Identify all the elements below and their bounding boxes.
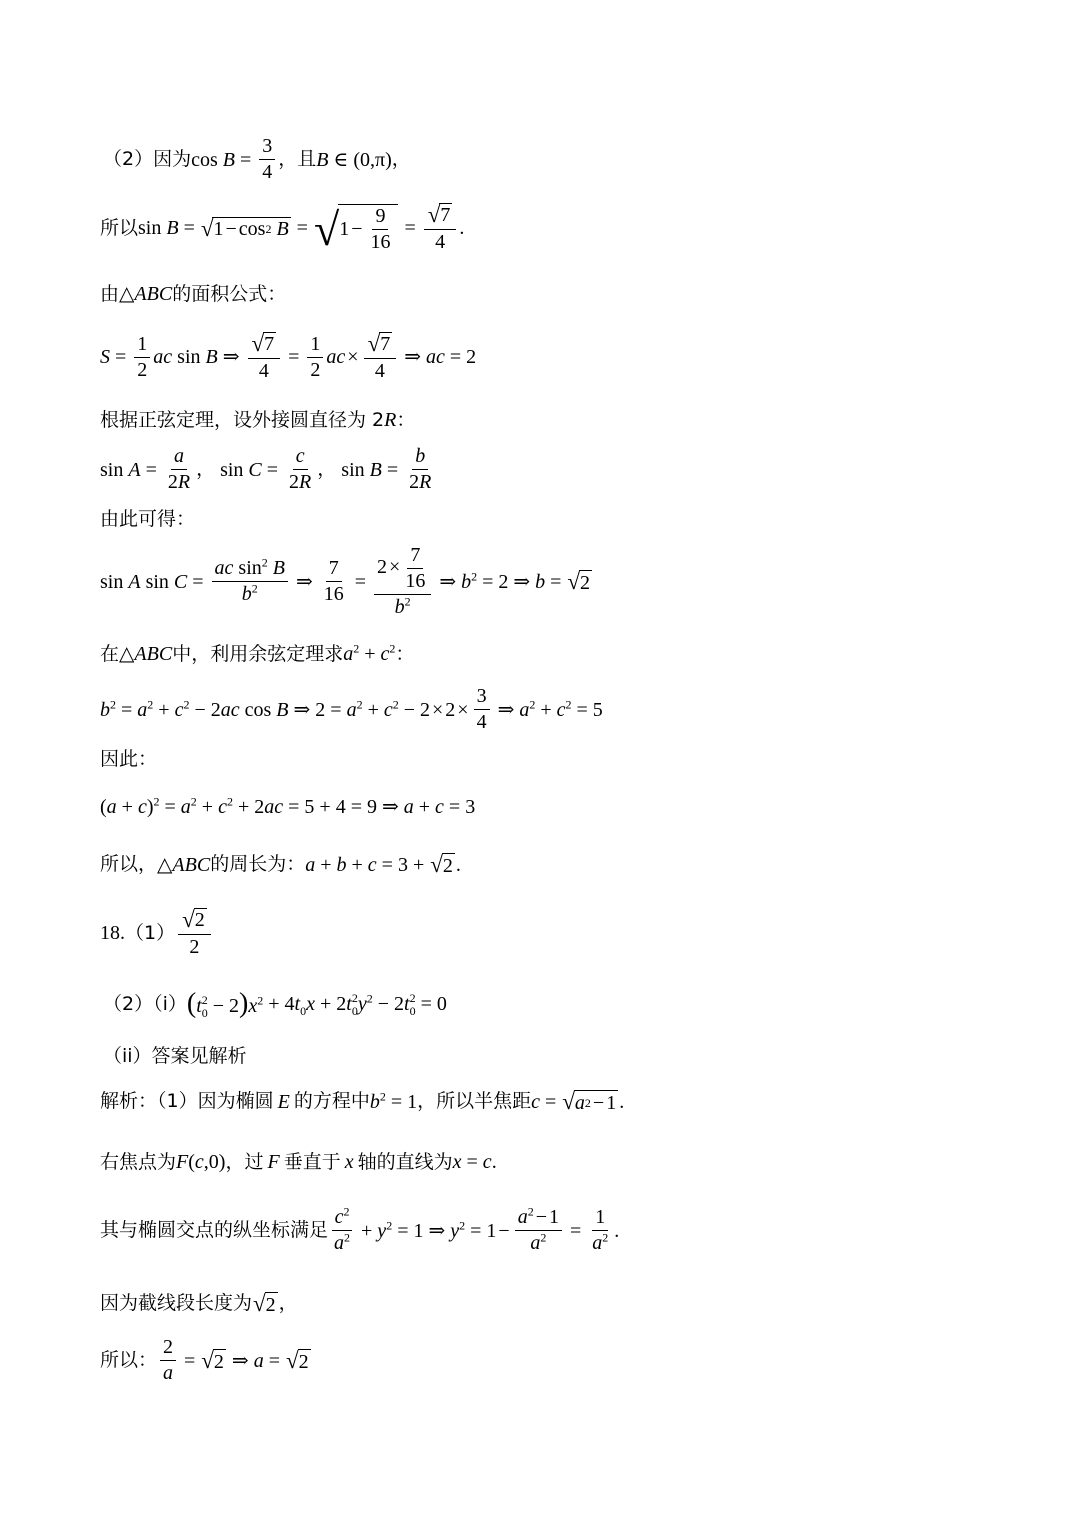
line-8: sin A sin C = $\frac{ac \sin^2 B}{b^2}$ ⇒ $\frac{7}{16}$ = 2 × $\frac{7}{16}$ $b^2$ ⇒ $b^2$ = 2 ⇒ b = √ 2 xyxy=(100,544,591,618)
text: ： xyxy=(395,642,415,665)
question-number: 18. xyxy=(100,922,125,944)
text: （1） xyxy=(125,921,176,944)
line-20: 因为截线段长度为 √ 2 ， xyxy=(100,1291,298,1316)
text: 的方程中 xyxy=(293,1090,370,1112)
text: 所以： xyxy=(100,1349,158,1371)
text: . xyxy=(619,1090,625,1113)
line-16 xyxy=(103,1047,247,1066)
text: 根据正弦定理，设外接圆直径为 2 xyxy=(100,408,385,431)
line-17: 解析：（1）因为椭圆 E 的方程中 $b^2$ = 1 ，所以半焦距 c = √ a 2 − 1 . xyxy=(100,1088,625,1114)
text: . xyxy=(614,1219,620,1242)
triangle-symbol: △ xyxy=(119,283,135,305)
line-15: （2）（i） $(t_0^2 - 2)x^2$ + $4t_0x$ + $2t_0^2y^2$ − $2t_0^2$ = 0 xyxy=(103,988,447,1020)
text: ，所以半焦距 xyxy=(417,1090,532,1112)
text: 由此可得： xyxy=(100,508,196,530)
sqrt: √ 1 − cos 2 B xyxy=(200,215,289,241)
text: ， xyxy=(278,1292,298,1314)
line-12: $(a + c)^2$ = $a^2$ + $c^2$ + 2ac = 5 + 4 = 9 ⇒ a + c = 3 xyxy=(100,794,476,818)
text: ABC xyxy=(134,283,173,305)
line-1: （2）因为 cos B = $\frac{3}{4}$ ，且 B ∈ (0,π) ， xyxy=(103,135,411,183)
text: 所以 xyxy=(100,216,139,239)
line-14: 18. （1） √ 2 2 xyxy=(100,908,214,958)
triangle-symbol: △ xyxy=(119,643,135,665)
text: ，且 xyxy=(278,148,317,170)
text: 中，利用余弦定理求 xyxy=(172,642,344,665)
text: 解析：（1）因为椭圆 xyxy=(100,1090,274,1112)
text: （ii）答案见解析 xyxy=(103,1045,247,1067)
fraction: √ 7 4 xyxy=(424,203,457,253)
text: ： xyxy=(396,408,416,431)
line-3 xyxy=(100,284,286,304)
text: F xyxy=(267,1151,280,1173)
sqrt: √ 1 − $\frac{9}{16}$ xyxy=(314,204,399,253)
text: 因此： xyxy=(100,748,158,770)
text: 的周长为： xyxy=(210,853,306,875)
text: （2）因为 xyxy=(103,148,192,170)
line-13: 所以， △ ABC 的周长为： a + b + c = 3 + √ 2 . xyxy=(100,852,461,877)
text: x xyxy=(344,1151,354,1173)
line-19: 其与椭圆交点的纵坐标满足 $\frac{c^2}{a^2}$ + $y^2$ = 1 ⇒ $y^2$ = 1 − $\frac{a^2 - 1}{a^2}$ = $\frac{1}{a^2}$ . xyxy=(100,1204,620,1254)
text: ， xyxy=(317,458,337,480)
text: 因为截线段长度为 xyxy=(100,1292,253,1314)
line-7 xyxy=(100,510,195,529)
text: 由 xyxy=(100,282,120,305)
text: 在 xyxy=(100,642,120,665)
text: 轴的直线为 xyxy=(357,1150,453,1173)
line-18: 右焦点为 F(c,0) ，过 F 垂直于 x 轴的直线为 x = c . xyxy=(100,1150,497,1173)
line-11 xyxy=(100,750,157,769)
triangle-symbol: △ xyxy=(157,853,173,876)
text: . xyxy=(491,1151,497,1173)
text: （2）（i） xyxy=(103,992,187,1015)
line-4: S = $\frac{1}{2}$ ac sin B ⇒ √ 7 4 = $\frac{1}{2}$ ac × √ 7 4 ⇒ ac = 2 xyxy=(100,331,477,382)
text: 右焦点为 xyxy=(100,1150,177,1173)
text: ABC xyxy=(134,643,173,665)
text: ，过 xyxy=(225,1150,264,1173)
text: R xyxy=(384,409,397,431)
text: 所以， xyxy=(100,853,158,875)
line-6: sin A = $\frac{a}{2R}$ ， sin C = $\frac{c}{2R}$ ， sin B = $\frac{b}{2R}$ xyxy=(100,445,432,493)
line-5 xyxy=(100,410,415,430)
text: . xyxy=(455,853,461,876)
text: ABC xyxy=(172,853,211,876)
text: 的面积公式： xyxy=(172,282,287,305)
text: ， xyxy=(391,148,411,170)
line-9: 在 △ ABC 中，利用余弦定理求 $a^2$ + $c^2$ ： xyxy=(100,641,415,665)
text: 其与椭圆交点的纵坐标满足 xyxy=(100,1219,329,1241)
fraction: $\frac{3}{4}$ xyxy=(259,136,275,183)
text: 垂直于 xyxy=(283,1150,341,1173)
text: ， xyxy=(196,458,216,480)
line-2: 所以 sin B = √ 1 − cos 2 B = √ 1 − $\frac{9}{16}$ = √ 7 4 . xyxy=(100,202,465,255)
text: E xyxy=(277,1090,290,1113)
line-21: 所以： $\frac{2}{a}$ = √ 2 ⇒ a = √ 2 xyxy=(100,1336,309,1384)
line-10: $b^2$ = $a^2$ + $c^2$ − 2ac cos B ⇒ 2 = $a^2$ + $c^2$ − 2 × 2 × $\frac{3}{4}$ ⇒ $a^2$ + $c^2$ = 5 xyxy=(100,685,603,733)
